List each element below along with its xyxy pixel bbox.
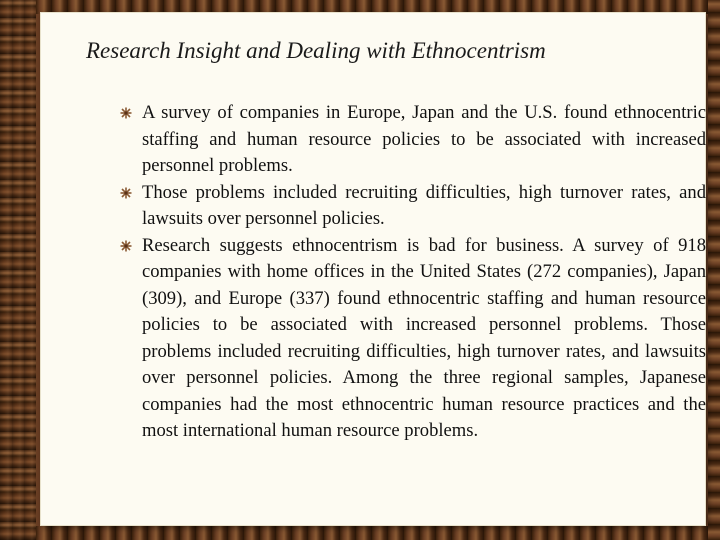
bullet-text: Research suggests ethnocentrism is bad for business. A survey of 918 companies with home offices in the United States (272 companies), Japan (309), and Europe (337) found ethnocentric staffing and human resource policies to be associated with increased personnel problems. Those problems included recruiting difficulties, high turnover rates, and lawsuits over personnel policies. Among the three regional samples, Japanese companies had the most ethnocentric human resource practices and the most international human resource problems.	[142, 234, 706, 441]
fleur-bullet-icon	[120, 240, 132, 252]
wood-left-border	[0, 0, 36, 540]
bullet-item	[120, 233, 706, 445]
bullet-list	[120, 100, 706, 445]
fleur-bullet-icon	[120, 187, 132, 199]
bullet-text: A survey of companies in Europe, Japan and the U.S. found ethnocentric staffing and human resource policies to be associated with increased personnel problems.	[142, 102, 706, 176]
bullet-item	[120, 180, 706, 233]
slide-title: Research Insight and Dealing with Ethnocentrism	[86, 38, 546, 63]
bullet-text: Those problems included recruiting difficulties, high turnover rates, and lawsuits over personnel policies.	[142, 181, 706, 229]
content-panel	[40, 12, 706, 526]
wood-right-border	[708, 0, 720, 540]
wood-bottom-border	[36, 526, 720, 540]
bullet-item	[120, 100, 706, 180]
fleur-bullet-icon	[120, 107, 132, 119]
